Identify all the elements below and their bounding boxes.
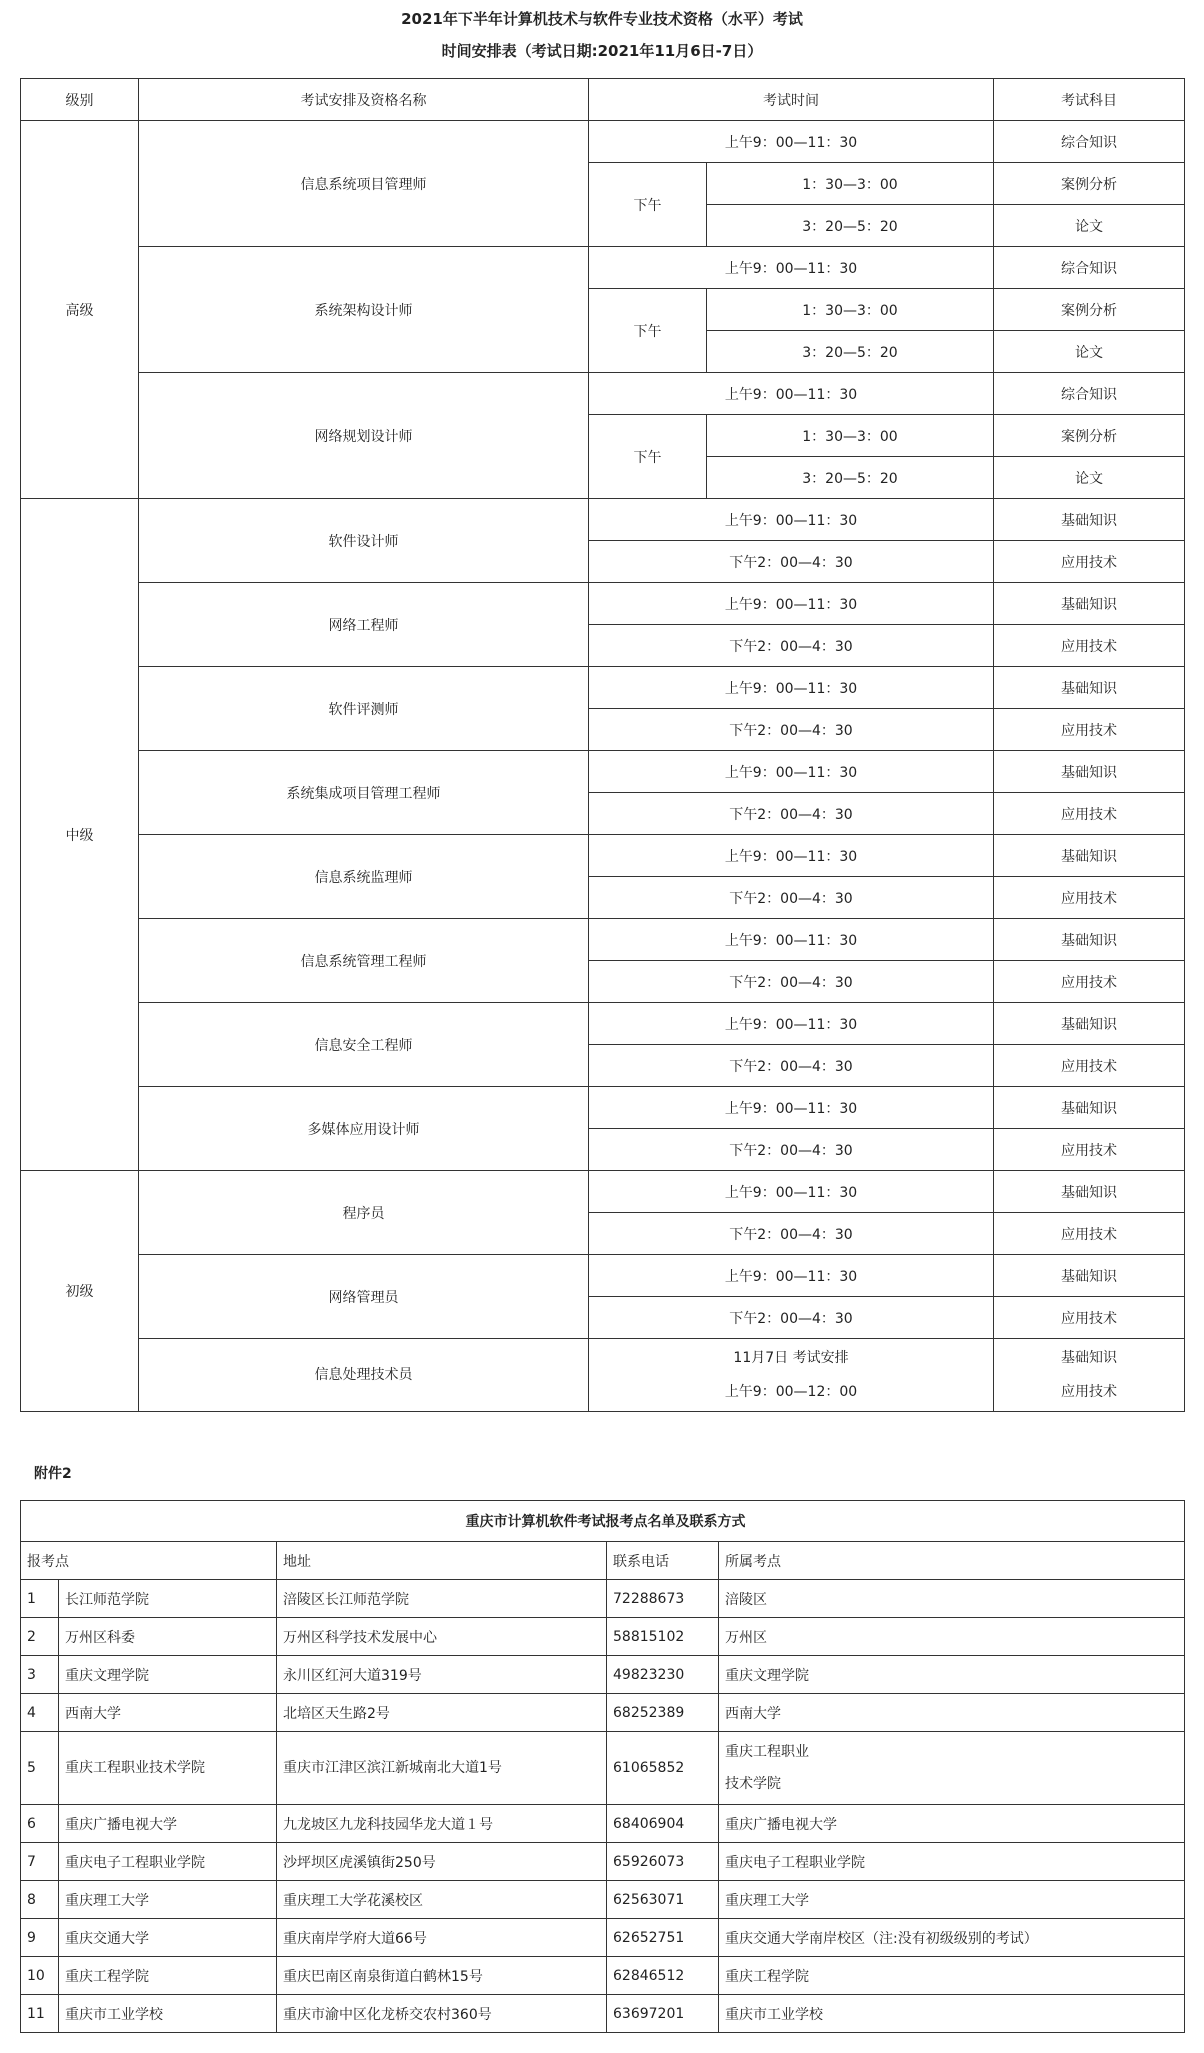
sites-caption-row (21, 1501, 1185, 1542)
exam-time-cell: 上午9：00—11：30 (589, 247, 994, 289)
site-row (21, 1694, 1185, 1732)
subject-cell: 论文 (994, 331, 1185, 373)
site-phone: 65926073 (607, 1843, 719, 1881)
col-site-name: 报考点 (21, 1542, 277, 1580)
site-row (21, 1656, 1185, 1694)
exam-sites-table (20, 1500, 1185, 2033)
attachment-label: 附件2 (34, 1466, 72, 1482)
site-address: 九龙坡区九龙科技园华龙大道１号 (277, 1805, 607, 1843)
schedule-row (21, 499, 1185, 541)
row-number: 3 (21, 1656, 59, 1694)
afternoon-label-cell: 下午 (589, 289, 707, 373)
site-name: 重庆广播电视大学 (59, 1805, 277, 1843)
subject-cell: 基础知识 (994, 835, 1185, 877)
site-row (21, 1881, 1185, 1919)
exam-site-line: 涪陵区 (725, 1591, 767, 1608)
schedule-row (21, 751, 1185, 793)
exam-site-line: 重庆工程学院 (725, 1968, 809, 1985)
exam-time-line: 11月7日 考试安排 (733, 1350, 849, 1366)
exam-name-cell: 软件评测师 (139, 667, 589, 751)
schedule-row (21, 1003, 1185, 1045)
exam-time-line: 上午9：00—12：00 (724, 1384, 858, 1400)
doc-title: 2021年下半年计算机技术与软件专业技术资格（水平）考试 (401, 10, 803, 28)
site-address: 沙坪坝区虎溪镇街250号 (277, 1843, 607, 1881)
subject-cell: 基础知识 (994, 1003, 1185, 1045)
subject-cell: 综合知识 (994, 121, 1185, 163)
exam-time-cell: 下午2：00—4：30 (589, 793, 994, 835)
site-row (21, 1580, 1185, 1618)
site-name: 重庆市工业学校 (59, 1995, 277, 2033)
col-exam-site: 所属考点 (719, 1542, 1185, 1580)
schedule-row (21, 1339, 1185, 1412)
exam-site-line: 重庆市工业学校 (725, 2006, 823, 2023)
exam-name-cell: 信息系统管理工程师 (139, 919, 589, 1003)
exam-site-line: 重庆理工大学 (725, 1892, 809, 1909)
exam-site-cell (719, 1732, 1185, 1805)
exam-name-cell: 信息系统监理师 (139, 835, 589, 919)
site-phone: 63697201 (607, 1995, 719, 2033)
exam-time-cell: 下午2：00—4：30 (589, 877, 994, 919)
exam-time-cell: 上午9：00—11：30 (589, 1003, 994, 1045)
exam-time-cell: 下午2：00—4：30 (589, 541, 994, 583)
doc-subtitle: 时间安排表（考试日期:2021年11月6日-7日） (441, 42, 763, 60)
exam-time-cell: 下午2：00—4：30 (589, 961, 994, 1003)
sites-header-row (21, 1542, 1185, 1580)
exam-site-cell (719, 1694, 1185, 1732)
subject-cell: 基础知识 (994, 1255, 1185, 1297)
site-row (21, 1618, 1185, 1656)
col-phone: 联系电话 (607, 1542, 719, 1580)
site-name: 西南大学 (59, 1694, 277, 1732)
site-phone: 61065852 (607, 1732, 719, 1805)
subject-cell: 基础知识 (994, 667, 1185, 709)
site-name: 重庆文理学院 (59, 1656, 277, 1694)
exam-name-cell: 网络工程师 (139, 583, 589, 667)
exam-site-cell (719, 1995, 1185, 2033)
schedule-row (21, 247, 1185, 289)
col-exam-time: 考试时间 (589, 79, 994, 121)
site-row (21, 1732, 1185, 1805)
exam-site-cell (719, 1843, 1185, 1881)
site-name: 重庆工程学院 (59, 1957, 277, 1995)
col-address: 地址 (277, 1542, 607, 1580)
exam-name-cell: 信息安全工程师 (139, 1003, 589, 1087)
exam-site-line: 技术学院 (725, 1776, 781, 1792)
site-name: 重庆工程职业技术学院 (59, 1732, 277, 1805)
site-address: 重庆市渝中区化龙桥交农村360号 (277, 1995, 607, 2033)
exam-time-cell: 上午9：00—11：30 (589, 751, 994, 793)
exam-name-cell: 软件设计师 (139, 499, 589, 583)
subject-cell: 基础知识 (994, 919, 1185, 961)
site-row (21, 1919, 1185, 1957)
schedule-row (21, 835, 1185, 877)
subject-cell: 案例分析 (994, 289, 1185, 331)
row-number: 8 (21, 1881, 59, 1919)
subject-cell: 基础知识 (994, 751, 1185, 793)
subject-cell: 综合知识 (994, 373, 1185, 415)
row-number: 4 (21, 1694, 59, 1732)
exam-name-cell: 系统架构设计师 (139, 247, 589, 373)
exam-site-cell (719, 1618, 1185, 1656)
schedule-row (21, 667, 1185, 709)
row-number: 11 (21, 1995, 59, 2033)
col-level: 级别 (21, 79, 139, 121)
row-number: 9 (21, 1919, 59, 1957)
exam-time-cell: 上午9：00—11：30 (589, 583, 994, 625)
exam-time-cell: 1：30—3：00 (707, 163, 994, 205)
subject-cell: 应用技术 (994, 793, 1185, 835)
subject-line: 基础知识 (1061, 1350, 1117, 1366)
subject-cell: 应用技术 (994, 541, 1185, 583)
exam-name-cell: 网络管理员 (139, 1255, 589, 1339)
site-address: 万州区科学技术发展中心 (277, 1618, 607, 1656)
exam-time-cell: 下午2：00—4：30 (589, 1045, 994, 1087)
row-number: 5 (21, 1732, 59, 1805)
exam-time-cell: 上午9：00—11：30 (589, 373, 994, 415)
subject-cell: 应用技术 (994, 1213, 1185, 1255)
site-name: 万州区科委 (59, 1618, 277, 1656)
exam-time-cell: 下午2：00—4：30 (589, 709, 994, 751)
site-row (21, 1995, 1185, 2033)
site-name: 重庆交通大学 (59, 1919, 277, 1957)
exam-site-cell (719, 1656, 1185, 1694)
site-address: 重庆市江津区滨江新城南北大道1号 (277, 1732, 607, 1805)
exam-site-line: 重庆工程职业 (725, 1744, 809, 1760)
exam-time-cell: 3：20—5：20 (707, 205, 994, 247)
schedule-row (21, 583, 1185, 625)
site-name: 重庆电子工程职业学院 (59, 1843, 277, 1881)
exam-site-line: 重庆电子工程职业学院 (725, 1854, 865, 1871)
exam-time-cell: 3：20—5：20 (707, 457, 994, 499)
exam-site-cell (719, 1881, 1185, 1919)
schedule-row (21, 121, 1185, 163)
site-address: 北培区天生路2号 (277, 1694, 607, 1732)
site-phone: 58815102 (607, 1618, 719, 1656)
site-phone: 62563071 (607, 1881, 719, 1919)
site-name: 长江师范学院 (59, 1580, 277, 1618)
subject-cell: 综合知识 (994, 247, 1185, 289)
schedule-row (21, 1087, 1185, 1129)
exam-name-cell: 信息处理技术员 (139, 1339, 589, 1412)
site-phone: 68406904 (607, 1805, 719, 1843)
schedule-row (21, 1171, 1185, 1213)
subject-cell: 案例分析 (994, 415, 1185, 457)
subject-cell: 基础知识 (994, 1087, 1185, 1129)
site-address: 重庆理工大学花溪校区 (277, 1881, 607, 1919)
exam-time-cell: 上午9：00—11：30 (589, 499, 994, 541)
site-row (21, 1957, 1185, 1995)
exam-site-line: 重庆交通大学南岸校区（注:没有初级级别的考试） (725, 1930, 1038, 1947)
subject-cell: 基础知识 (994, 583, 1185, 625)
site-address: 重庆巴南区南泉街道白鹤林15号 (277, 1957, 607, 1995)
exam-time-cell: 下午2：00—4：30 (589, 1213, 994, 1255)
schedule-row (21, 1255, 1185, 1297)
level-cell: 初级 (21, 1171, 139, 1412)
exam-time-cell: 3：20—5：20 (707, 331, 994, 373)
site-phone: 62846512 (607, 1957, 719, 1995)
exam-time-cell: 1：30—3：00 (707, 415, 994, 457)
exam-time-cell: 上午9：00—11：30 (589, 121, 994, 163)
exam-time-cell: 下午2：00—4：30 (589, 1129, 994, 1171)
afternoon-label-cell: 下午 (589, 163, 707, 247)
exam-site-cell (719, 1957, 1185, 1995)
exam-site-cell (719, 1805, 1185, 1843)
subject-cell: 论文 (994, 457, 1185, 499)
site-address: 涪陵区长江师范学院 (277, 1580, 607, 1618)
exam-site-cell (719, 1919, 1185, 1957)
site-address: 永川区红河大道319号 (277, 1656, 607, 1694)
site-name: 重庆理工大学 (59, 1881, 277, 1919)
schedule-row (21, 373, 1185, 415)
row-number: 2 (21, 1618, 59, 1656)
exam-time-cell: 上午9：00—11：30 (589, 667, 994, 709)
site-phone: 62652751 (607, 1919, 719, 1957)
subject-cell: 应用技术 (994, 877, 1185, 919)
sites-caption: 重庆市计算机软件考试报考点名单及联系方式 (21, 1501, 1185, 1542)
exam-name-cell: 多媒体应用设计师 (139, 1087, 589, 1171)
schedule-table (20, 78, 1185, 1412)
col-subject: 考试科目 (994, 79, 1185, 121)
exam-time-cell: 下午2：00—4：30 (589, 625, 994, 667)
exam-name-cell: 系统集成项目管理工程师 (139, 751, 589, 835)
exam-site-line: 西南大学 (725, 1705, 781, 1722)
exam-site-line: 重庆文理学院 (725, 1667, 809, 1684)
site-address: 重庆南岸学府大道66号 (277, 1919, 607, 1957)
schedule-row (21, 919, 1185, 961)
subject-cell: 应用技术 (994, 1045, 1185, 1087)
row-number: 1 (21, 1580, 59, 1618)
row-number: 6 (21, 1805, 59, 1843)
subject-cell: 案例分析 (994, 163, 1185, 205)
site-phone: 68252389 (607, 1694, 719, 1732)
subject-cell: 应用技术 (994, 625, 1185, 667)
row-number: 10 (21, 1957, 59, 1995)
exam-name-cell: 程序员 (139, 1171, 589, 1255)
exam-time-cell: 下午2：00—4：30 (589, 1297, 994, 1339)
subject-cell: 应用技术 (994, 961, 1185, 1003)
subject-cell: 论文 (994, 205, 1185, 247)
row-number: 7 (21, 1843, 59, 1881)
exam-time-cell: 上午9：00—11：30 (589, 1087, 994, 1129)
col-exam-name: 考试安排及资格名称 (139, 79, 589, 121)
exam-site-cell (719, 1580, 1185, 1618)
subject-cell: 应用技术 (994, 1129, 1185, 1171)
subject-cell: 应用技术 (994, 1297, 1185, 1339)
subject-cell: 基础知识 (994, 1171, 1185, 1213)
level-cell: 中级 (21, 499, 139, 1171)
afternoon-label-cell: 下午 (589, 415, 707, 499)
subject-line: 应用技术 (1061, 1384, 1117, 1400)
exam-time-cell: 上午9：00—11：30 (589, 1255, 994, 1297)
exam-name-cell: 信息系统项目管理师 (139, 121, 589, 247)
schedule-header-row (21, 79, 1185, 121)
exam-site-line: 重庆广播电视大学 (725, 1816, 837, 1833)
site-phone: 49823230 (607, 1656, 719, 1694)
site-phone: 72288673 (607, 1580, 719, 1618)
exam-time-cell: 上午9：00—11：30 (589, 919, 994, 961)
exam-time-cell: 1：30—3：00 (707, 289, 994, 331)
exam-time-cell (589, 1339, 994, 1412)
exam-name-cell: 网络规划设计师 (139, 373, 589, 499)
site-row (21, 1805, 1185, 1843)
subject-cell: 基础知识 (994, 499, 1185, 541)
site-row (21, 1843, 1185, 1881)
subject-cell (994, 1339, 1185, 1412)
subject-cell: 应用技术 (994, 709, 1185, 751)
exam-time-cell: 上午9：00—11：30 (589, 835, 994, 877)
exam-site-line: 万州区 (725, 1629, 767, 1646)
exam-time-cell: 上午9：00—11：30 (589, 1171, 994, 1213)
level-cell: 高级 (21, 121, 139, 499)
